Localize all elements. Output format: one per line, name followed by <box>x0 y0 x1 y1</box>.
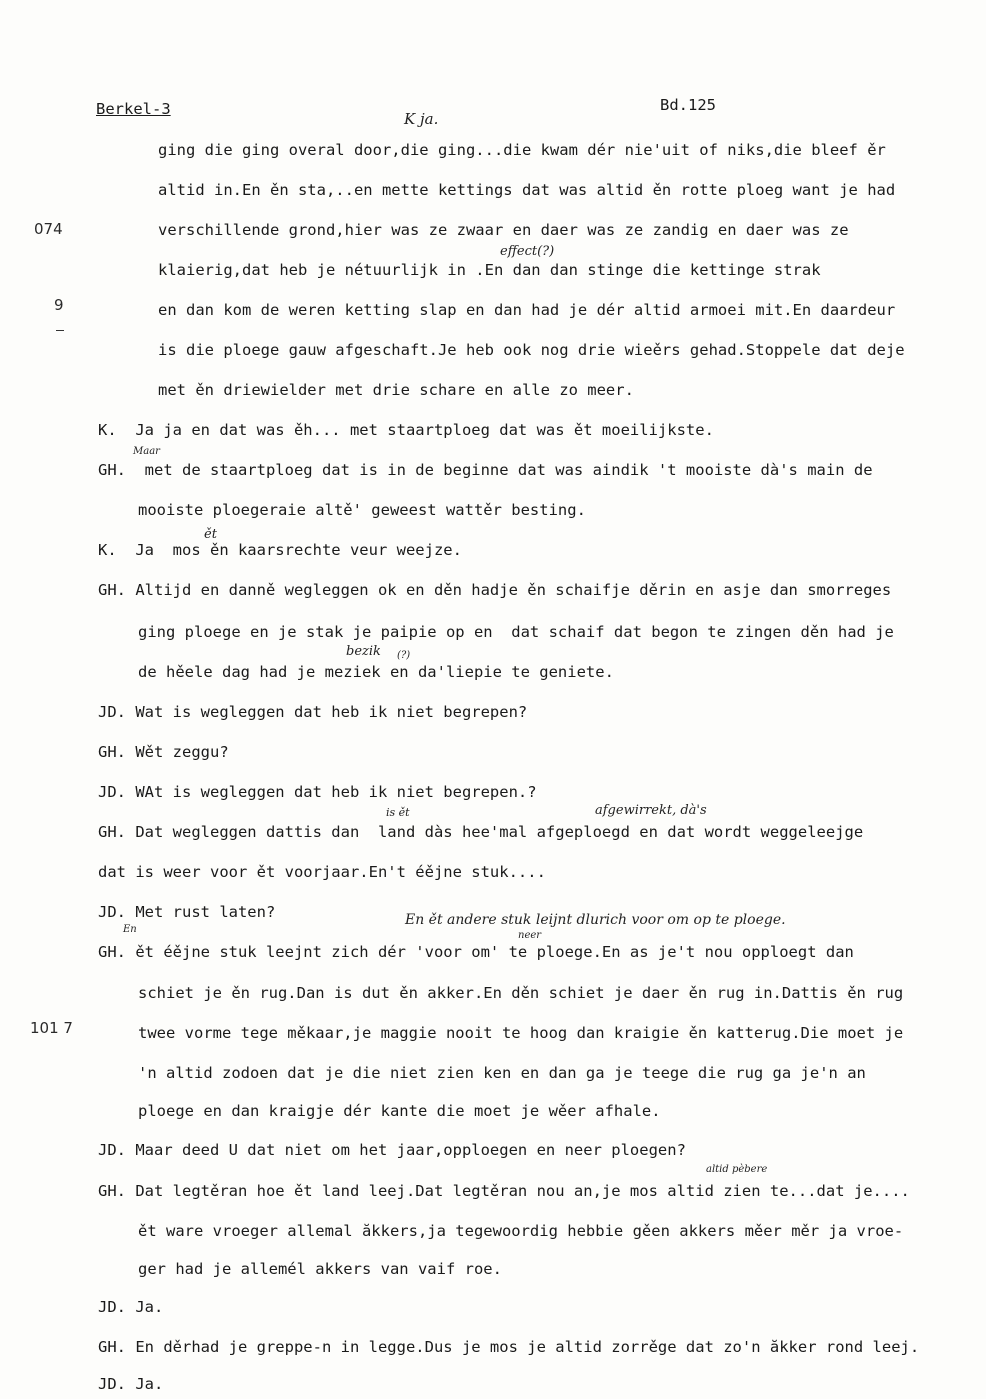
handwritten-note: Maar <box>133 446 160 457</box>
handwritten-note: ět <box>204 527 217 542</box>
transcript-line: JD. Maar deed U dat niet om het jaar,opploegen en neer ploegen? <box>98 1141 686 1159</box>
transcript-line: en dan kom de weren ketting slap en dan had je dér altid armoei mit.En daardeur <box>158 301 896 319</box>
transcript-line: GH. Dat legtěran hoe ět land leej.Dat legtěran nou an,je mos altid zien te...dat je.... <box>98 1182 910 1200</box>
transcript-line: JD. Ja. <box>98 1375 164 1393</box>
transcript-line: JD. WAt is wegleggen dat heb ik niet begrepen.? <box>98 783 537 801</box>
handwritten-note: (?) <box>397 650 411 661</box>
handwritten-note: En ět andere stuk leijnt dlurich voor om op te ploege. <box>405 912 786 928</box>
handwritten-note: En <box>123 924 137 935</box>
margin-dash <box>56 330 64 331</box>
transcript-line: JD. Ja. <box>98 1298 164 1316</box>
transcript-line: GH. ět éějne stuk leejnt zich dér 'voor om' te ploege.En as je't nou opploegt dan <box>98 943 854 961</box>
margin-note: 101 7 <box>30 1019 73 1037</box>
transcript-line: ging ploege en je stak je paipie op en dat schaif dat begon te zingen děn had je <box>138 623 894 641</box>
transcript-line: met ěn driewielder met drie schare en alle zo meer. <box>158 381 634 399</box>
handwritten-note: is ět <box>386 806 410 819</box>
margin-note: 074 <box>34 220 63 238</box>
transcript-line: mooiste ploegeraie altě' geweest wattěr besting. <box>138 501 586 519</box>
transcript-line: dat is weer voor ět voorjaar.En't éějne stuk.... <box>98 863 546 881</box>
handwritten-note: altid pèbere <box>706 1164 768 1175</box>
transcript-line: GH. Wět zeggu? <box>98 743 229 761</box>
transcript-line: schiet je ěn rug.Dan is dut ěn akker.En děn schiet je daer ěn rug in.Dattis ěn rug <box>138 984 904 1002</box>
transcript-line: verschillende grond,hier was ze zwaar en daer was ze zandig en daer was ze <box>158 221 849 239</box>
transcript-line: de hěele dag had je meziek en da'liepie te geniete. <box>138 663 614 681</box>
transcript-line: klaierig,dat heb je nétuurlijk in .En dan dan stinge die kettinge strak <box>158 261 821 279</box>
transcript-line: ger had je allemél akkers van vaif roe. <box>138 1260 502 1278</box>
transcript-line: is die ploege gauw afgeschaft.Je heb ook nog drie wieěrs gehad.Stoppele dat deje <box>158 341 905 359</box>
transcript-line: JD. Wat is wegleggen dat heb ik niet begrepen? <box>98 703 528 721</box>
transcript-line: ploege en dan kraigje dér kante die moet je wěer afhale. <box>138 1102 661 1120</box>
transcript-line: twee vorme tege měkaar,je maggie nooit te hoog dan kraigie ěn katterug.Die moet je <box>138 1024 904 1042</box>
transcript-line: GH. Altijd en danně wegleggen ok en děn hadje ěn schaifje děrin en asje dan smorreges <box>98 581 892 599</box>
transcript-line: JD. Met rust laten? <box>98 903 276 921</box>
transcript-line: K. Ja mos ěn kaarsrechte veur weejze. <box>98 541 462 559</box>
handwritten-note: K ja. <box>404 110 439 128</box>
page-header-left: Berkel-3 <box>96 100 171 118</box>
transcript-line: K. Ja ja en dat was ěh... met staartploeg dat was ět moeilijkste. <box>98 421 714 439</box>
handwritten-note: effect(?) <box>500 244 555 259</box>
page-header-right: Bd.125 <box>660 96 716 114</box>
transcript-line: GH. Dat wegleggen dattis dan land dàs hee'mal afgeploegd en dat wordt weggeleejge <box>98 823 864 841</box>
transcript-line: GH. En děrhad je greppe-n in legge.Dus je mos je altid zorrěge dat zo'n ăkker rond leej. <box>98 1338 920 1356</box>
handwritten-note: afgewirrekt, dà's <box>595 803 707 818</box>
transcript-line: GH. met de staartploeg dat is in de beginne dat was aindik 't mooiste dà's main de <box>98 461 873 479</box>
transcript-line: ět ware vroeger allemal ăkkers,ja tegewoordig hebbie gěen akkers měer měr ja vroe- <box>138 1222 904 1240</box>
transcript-line: ging die ging overal door,die ging...die kwam dér nie'uit of niks,die bleef ěr <box>158 141 886 159</box>
transcript-line: 'n altid zodoen dat je die niet zien ken en dan ga je teege die rug ga je'n an <box>138 1064 866 1082</box>
handwritten-note: bezik <box>346 644 381 659</box>
transcript-line: altid in.En ěn sta,..en mette kettings dat was altid ěn rotte ploeg want je had <box>158 181 896 199</box>
margin-note: 9 <box>54 296 64 314</box>
handwritten-note: neer <box>518 930 542 941</box>
